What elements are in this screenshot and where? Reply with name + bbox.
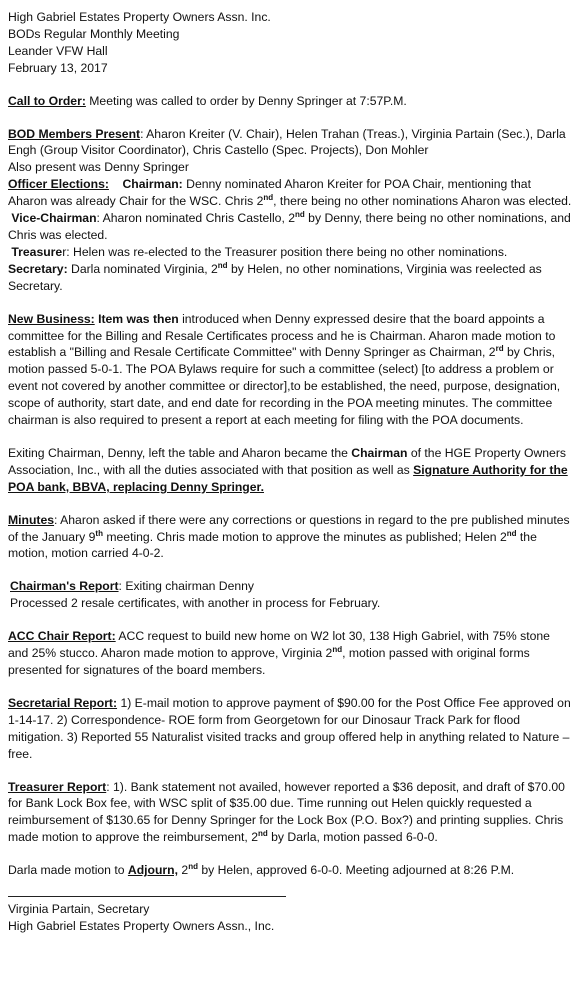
header-location: Leander VFW Hall <box>8 43 108 58</box>
treasurer-report-section <box>8 779 572 847</box>
treasurer-label: Treasure <box>11 244 63 259</box>
new-business-text-b: by Chris, motion passed 5-0-1. The POA Bylaws require for such a committee (select) [to address a problem or event not covered by another committee or director],to be established, the need, purpose, designation, scope of authority, start date, and end date for recording in the POA meeting minutes. The committee chairman is also required to present a report at each meeting for filing with the POA documents. <box>8 345 561 428</box>
bod-members-heading: BOD Members Present <box>8 126 141 141</box>
chairmans-report-line2: Processed 2 resale certificates, with another in process for February. <box>10 596 381 611</box>
bod-members-text: : Aharon Kreiter (V. Chair), Helen Trahan (Treas.), Virginia Partain (Sec.), Darla Engh (Group Visitor Coordinator), Chris Castello (Spec. Projects), Don Mohler <box>8 126 566 158</box>
new-business-sup: rd <box>495 344 504 354</box>
bod-members-also: Also present was Denny Springer <box>8 160 189 175</box>
minutes-heading: Minutes <box>8 512 55 527</box>
vice-text-b: by Denny, there being no other nominations, and Chris was elected. <box>8 211 571 242</box>
chairman-label: Chairman: <box>122 177 183 192</box>
adjourn-bold: Adjourn, <box>127 863 179 878</box>
document-header <box>8 9 572 77</box>
signature-name: Virginia Partain, Secretary <box>8 902 150 917</box>
officer-chairman <box>8 176 572 210</box>
secretarial-report-heading: Secretarial Report: <box>8 695 118 710</box>
chairmans-report-section <box>8 578 572 595</box>
adjourn-text-b: 2 <box>178 863 189 878</box>
acc-report-text-b: , motion passed with original forms presented for signatures of the board members. <box>8 646 530 677</box>
officer-treasurer <box>8 244 572 261</box>
call-to-order-text: Meeting was called to order by Denny Springer at 7:57P.M. <box>85 93 407 108</box>
chairmans-report-text: : Exiting chairman Denny <box>118 579 255 594</box>
vice-sup: nd <box>295 210 305 219</box>
acc-report-text-a: ACC request to build new home on W2 lot 30, 138 High Gabriel, with 75% stone and 25% stucco. Aharon made motion to approve, Virginia 2 <box>8 629 550 661</box>
treasurer-report-heading: Treasurer Report <box>8 779 107 794</box>
treasurer-text: r: Helen was re-elected to the Treasurer position there being no other nominations. <box>62 244 508 259</box>
treasurer-report-sup: nd <box>257 829 268 839</box>
secretary-text-b: by Helen, no other nominations, Virginia was reelected as Secretary. <box>8 261 542 293</box>
adjourn-text-a: Darla made motion to <box>8 863 128 878</box>
minutes-section <box>8 512 572 563</box>
secretary-text-a: Darla nominated Virginia, 2 <box>67 261 218 276</box>
new-business-text-a: introduced when Denny expressed desire that the board appoints a committee for the Billing and Resale Certificates process and he is Chairman. Aharon made motion to establish a "Billing and Resale Certificate Committee" with Denny Springer as Chairman, 2 <box>8 311 556 360</box>
secretary-sup: nd <box>217 260 228 270</box>
header-date: February 13, 2017 <box>8 60 108 75</box>
exiting-text-b: of the HGE Property Owners Association, Inc., with all the duties associated with that position as well as <box>8 445 566 477</box>
adjourn-section <box>8 862 572 879</box>
secretarial-report-text: 1) E-mail motion to approve payment of $90.00 for the Post Office Fee approved on 1-14-17. 2) Correspondence- ROE form from Georgetown for our Dinosaur Track Park for flood mitigation. 3) Reported 55 Naturalist visited tracks and group offered help in anything related to Nature – free. <box>8 695 571 761</box>
adjourn-text-c: by Helen, approved 6-0-0. Meeting adjourned at 8:26 P.M. <box>197 863 515 878</box>
vice-chairman-label: Vice-Chairman <box>11 211 97 226</box>
minutes-sup1: th <box>95 528 103 538</box>
officer-elections-heading: Officer Elections: <box>8 177 109 192</box>
officer-elections-section <box>8 176 572 294</box>
signature-authority-text: Signature Authority for the POA bank, BBVA, replacing Denny Springer. <box>8 462 568 494</box>
vice-text-a: : Aharon nominated Chris Castello, 2 <box>96 211 296 226</box>
chairman-sup: nd <box>263 193 274 203</box>
header-meeting-type: BODs Regular Monthly Meeting <box>8 26 180 41</box>
header-association: High Gabriel Estates Property Owners Assn. Inc. <box>8 10 271 24</box>
minutes-text-c: the motion, motion carried 4-0-2. <box>8 529 537 561</box>
treasurer-report-text-b: by Darla, motion passed 6-0-0. <box>267 830 438 845</box>
acc-report-sup: nd <box>332 645 343 655</box>
new-business-heading: New Business: <box>8 311 95 326</box>
exiting-bold-chairman: Chairman <box>351 445 408 460</box>
chairman-text-a: Denny nominated Aharon Kreiter for POA Chair, mentioning that Aharon was already Chair for the WSC. Chris 2 <box>8 177 531 209</box>
minutes-text-b: meeting. Chris made motion to approve the minutes as published; Helen 2 <box>102 529 507 544</box>
exiting-text-a: Exiting Chairman, Denny, left the table and Aharon became the <box>8 445 352 460</box>
secretary-label: Secretary: <box>8 261 68 276</box>
officer-vice-chairman <box>8 210 572 244</box>
signature-line <box>8 896 286 897</box>
minutes-sup2: nd <box>506 528 517 538</box>
chairman-text-b: , there being no other nominations Aharon was elected. <box>273 194 572 209</box>
treasurer-report-text-a: : 1). Bank statement not availed, however reported a $36 deposit, and draft of $70.00 for Bank Lock Box fee, with WSC split of $35.00 due. Time running out Helen quickly requested a reimbursement of $130.65 for Denny Springer for the Lock Box (P.O. Box?) and printing supplies. Chris made motion to approve the reimbursement, 2 <box>8 779 565 845</box>
call-to-order-section <box>8 93 572 110</box>
officer-secretary <box>8 261 572 295</box>
exiting-chairman-section <box>8 445 572 496</box>
new-business-section <box>8 311 572 429</box>
bod-members-section <box>8 126 572 160</box>
acc-report-section <box>8 628 572 679</box>
secretarial-report-section <box>8 695 572 763</box>
adjourn-sup: nd <box>188 862 198 872</box>
signature-org: High Gabriel Estates Property Owners Assn., Inc. <box>8 918 275 933</box>
minutes-text-a: : Aharon asked if there were any corrections or questions in regard to the pre published minutes of the January 9 <box>8 512 570 544</box>
acc-report-heading: ACC Chair Report: <box>8 629 116 644</box>
chairmans-report-heading: Chairman's Report <box>10 579 119 594</box>
new-business-lead: Item was then <box>94 311 179 326</box>
call-to-order-heading: Call to Order: <box>8 93 86 108</box>
